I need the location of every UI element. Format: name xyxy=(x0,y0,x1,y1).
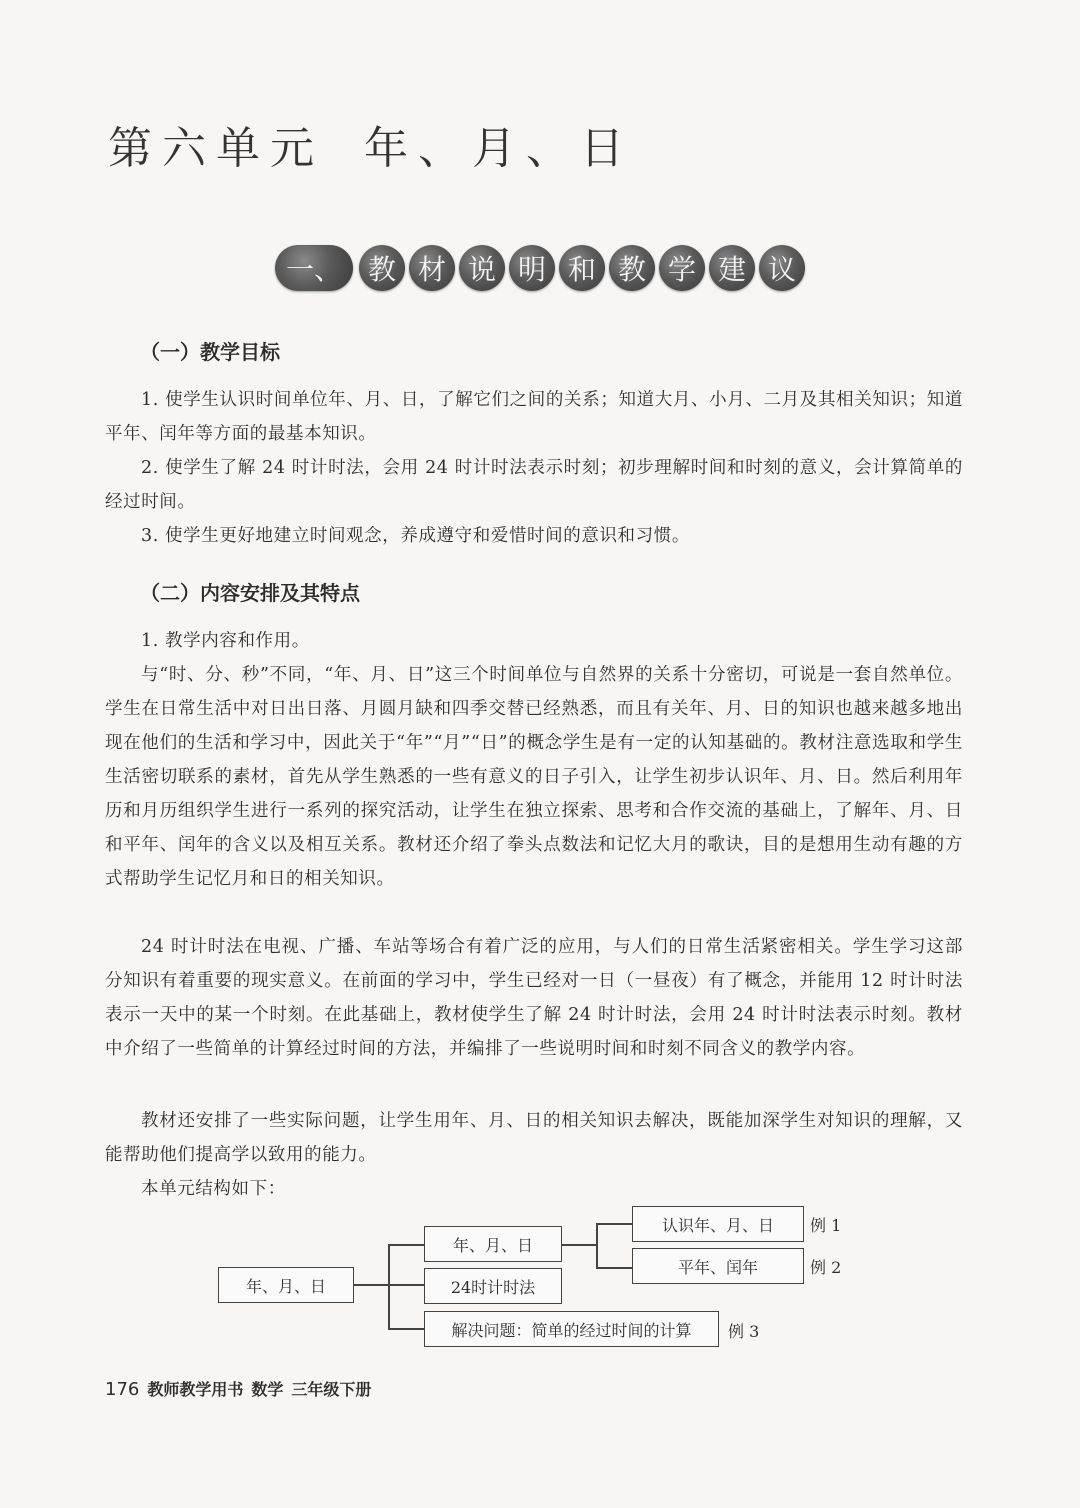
connector-line xyxy=(596,1267,632,1269)
content-subheading: 1. 教学内容和作用。 xyxy=(141,631,310,651)
unit-topic: 年、月、日 xyxy=(364,123,634,174)
content-paragraph-2: 24 时计时法在电视、广播、车站等场合有着广泛的应用，与人们的日常生活紧密相关。学生学习这部分知识有着重要的现实意义。在前面的学习中，学生已经对一日（一昼夜）有了概念，并能用 12 时计时法表示一天中的某一个时刻。在此基础上，教材使学生了解 24 时计时法，会用 24 时计时法表示时刻。教材中介绍了一些简单的计算经过时间的方法，并编排了一些说明时间和时刻不同含义的教学内容。 xyxy=(105,937,963,1059)
section-heading-content: （二）内容安排及其特点 xyxy=(140,581,360,605)
page-footer xyxy=(105,1377,371,1400)
banner-char: 教 xyxy=(359,245,405,291)
branch-box-ymd: 年、月、日 xyxy=(424,1226,562,1262)
page-number: 176 xyxy=(105,1379,140,1400)
leaf-box-know: 认识年、月、日 xyxy=(632,1206,804,1242)
goal-item-1: 1. 使学生认识时间单位年、月、日，了解它们之间的关系；知道大月、小月、二月及其相关知识；知道平年、闰年等方面的最基本知识。 xyxy=(105,390,963,444)
branch-box-solve: 解决问题：简单的经过时间的计算 xyxy=(424,1311,719,1347)
connector-line xyxy=(352,1284,388,1286)
example-label-1: 例 1 xyxy=(810,1216,842,1235)
banner-char: 议 xyxy=(759,245,805,291)
leaf-box-leap: 平年、闰年 xyxy=(632,1248,804,1284)
example-label-2: 例 2 xyxy=(810,1258,842,1277)
connector-line xyxy=(388,1284,424,1286)
branch-box-24h: 24时计时法 xyxy=(424,1268,562,1304)
connector-line xyxy=(596,1223,598,1268)
connector-line xyxy=(388,1328,424,1330)
connector-line xyxy=(388,1244,390,1328)
connector-line xyxy=(560,1244,596,1246)
example-label-3: 例 3 xyxy=(728,1322,760,1341)
banner-char: 说 xyxy=(459,245,505,291)
unit-title xyxy=(108,112,634,176)
connector-line xyxy=(596,1223,632,1225)
banner-char: 学 xyxy=(659,245,705,291)
content-paragraph-4: 本单元结构如下： xyxy=(141,1179,286,1199)
book-title: 教师教学用书 xyxy=(147,1380,244,1399)
section-banner xyxy=(0,238,1080,298)
unit-structure-diagram xyxy=(0,1195,1080,1355)
banner-char: 和 xyxy=(559,245,605,291)
book-grade: 三年级下册 xyxy=(291,1380,372,1399)
connector-line xyxy=(388,1244,424,1246)
content-paragraph-1: 与“时、分、秒”不同，“年、月、日”这三个时间单位与自然界的关系十分密切，可说是一套自然单位。学生在日常生活中对日出日落、月圆月缺和四季交替已经熟悉，而且有关年、月、日的知识也越来越多地出现在他们的生活和学习中，因此关于“年”“月”“日”的概念学生是有一定的认知基础的。教材注意选取和学生生活密切联系的素材，首先从学生熟悉的一些有意义的日子引入，让学生初步认识年、月、日。然后利用年历和月历组织学生进行一系列的探究活动，让学生在独立探索、思考和合作交流的基础上，了解年、月、日和平年、闰年的含义以及相互关系。教材还介绍了拳头点数法和记忆大月的歌诀，目的是想用生动有趣的方式帮助学生记忆月和日的相关知识。 xyxy=(105,665,963,889)
content-paragraph-3: 教材还安排了一些实际问题，让学生用年、月、日的相关知识去解决，既能加深学生对知识的理解，又能帮助他们提高学以致用的能力。 xyxy=(105,1111,963,1165)
banner-char: 建 xyxy=(709,245,755,291)
banner-char: 一、 xyxy=(275,245,353,291)
section-heading-goals: （一）教学目标 xyxy=(140,340,280,364)
goal-item-2: 2. 使学生了解 24 时计时法，会用 24 时计时法表示时刻；初步理解时间和时刻的意义，会计算简单的经过时间。 xyxy=(105,458,963,512)
banner-char: 材 xyxy=(409,245,455,291)
banner-char: 明 xyxy=(509,245,555,291)
unit-number: 第六单元 xyxy=(108,123,324,174)
goal-item-3: 3. 使学生更好地建立时间观念，养成遵守和爱惜时间的意识和习惯。 xyxy=(141,526,690,546)
book-subject: 数学 xyxy=(251,1380,284,1399)
root-box: 年、月、日 xyxy=(218,1267,354,1303)
banner-char: 教 xyxy=(609,245,655,291)
